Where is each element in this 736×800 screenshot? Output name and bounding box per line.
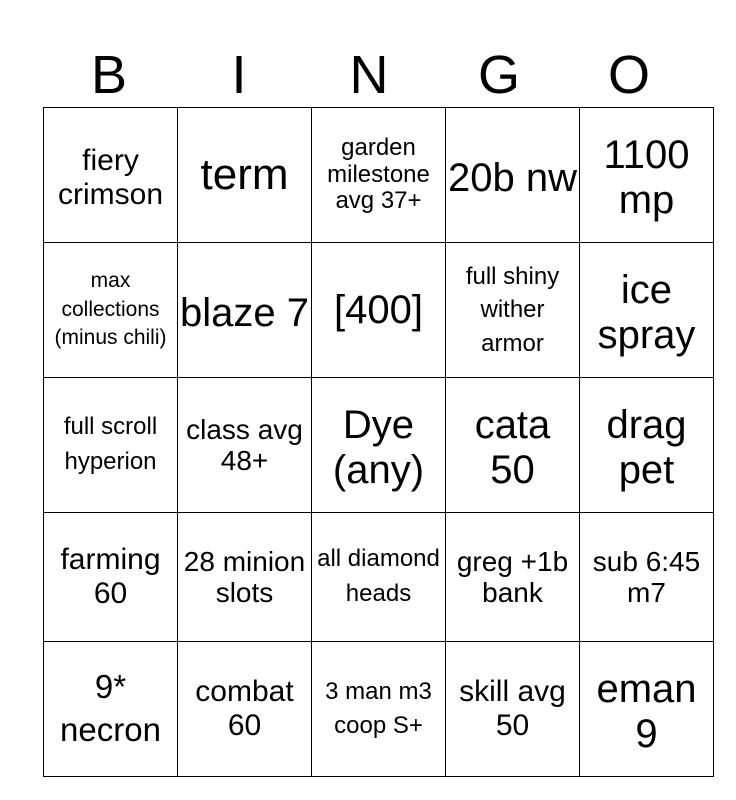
bingo-cell[interactable]: drag pet bbox=[580, 378, 714, 513]
bingo-cell[interactable]: blaze 7 bbox=[178, 243, 312, 378]
bingo-cell[interactable]: full scroll hyperion bbox=[44, 378, 178, 513]
bingo-cell[interactable]: 3 man m3 coop S+ bbox=[312, 642, 446, 777]
bingo-cell[interactable]: sub 6:45 m7 bbox=[580, 513, 714, 642]
bingo-cell[interactable]: combat 60 bbox=[178, 642, 312, 777]
bingo-row bbox=[44, 642, 714, 777]
bingo-cell[interactable]: eman 9 bbox=[580, 642, 714, 777]
header-letter-n: N bbox=[349, 45, 389, 105]
bingo-cell[interactable]: greg +1b bank bbox=[446, 513, 580, 642]
bingo-row bbox=[44, 243, 714, 378]
bingo-cell[interactable]: class avg 48+ bbox=[178, 378, 312, 513]
bingo-cell[interactable]: cata 50 bbox=[446, 378, 580, 513]
bingo-cell[interactable]: 20b nw bbox=[446, 108, 580, 243]
bingo-cell[interactable]: max collections (minus chili) bbox=[44, 243, 178, 378]
bingo-card bbox=[43, 107, 714, 777]
bingo-cell[interactable]: Dye (any) bbox=[312, 378, 446, 513]
bingo-cell[interactable]: 9* necron bbox=[44, 642, 178, 777]
bingo-cell[interactable]: term bbox=[178, 108, 312, 243]
bingo-cell[interactable]: full shiny wither armor bbox=[446, 243, 580, 378]
bingo-cell[interactable]: fiery crimson bbox=[44, 108, 178, 243]
bingo-header bbox=[44, 45, 694, 105]
bingo-cell[interactable]: skill avg 50 bbox=[446, 642, 580, 777]
bingo-cell[interactable]: 28 minion slots bbox=[178, 513, 312, 642]
bingo-cell[interactable]: [400] bbox=[312, 243, 446, 378]
bingo-cell[interactable]: 1100 mp bbox=[580, 108, 714, 243]
header-letter-g: G bbox=[477, 45, 520, 105]
bingo-cell[interactable]: garden milestone avg 37+ bbox=[312, 108, 446, 243]
bingo-cell[interactable]: ice spray bbox=[580, 243, 714, 378]
header-letter-o: O bbox=[607, 45, 650, 105]
bingo-cell[interactable]: all diamond heads bbox=[312, 513, 446, 642]
bingo-row bbox=[44, 378, 714, 513]
bingo-row bbox=[44, 108, 714, 243]
bingo-cell[interactable]: farming 60 bbox=[44, 513, 178, 642]
bingo-row bbox=[44, 513, 714, 642]
header-letter-b: B bbox=[90, 45, 128, 105]
header-letter-i: I bbox=[231, 45, 247, 105]
